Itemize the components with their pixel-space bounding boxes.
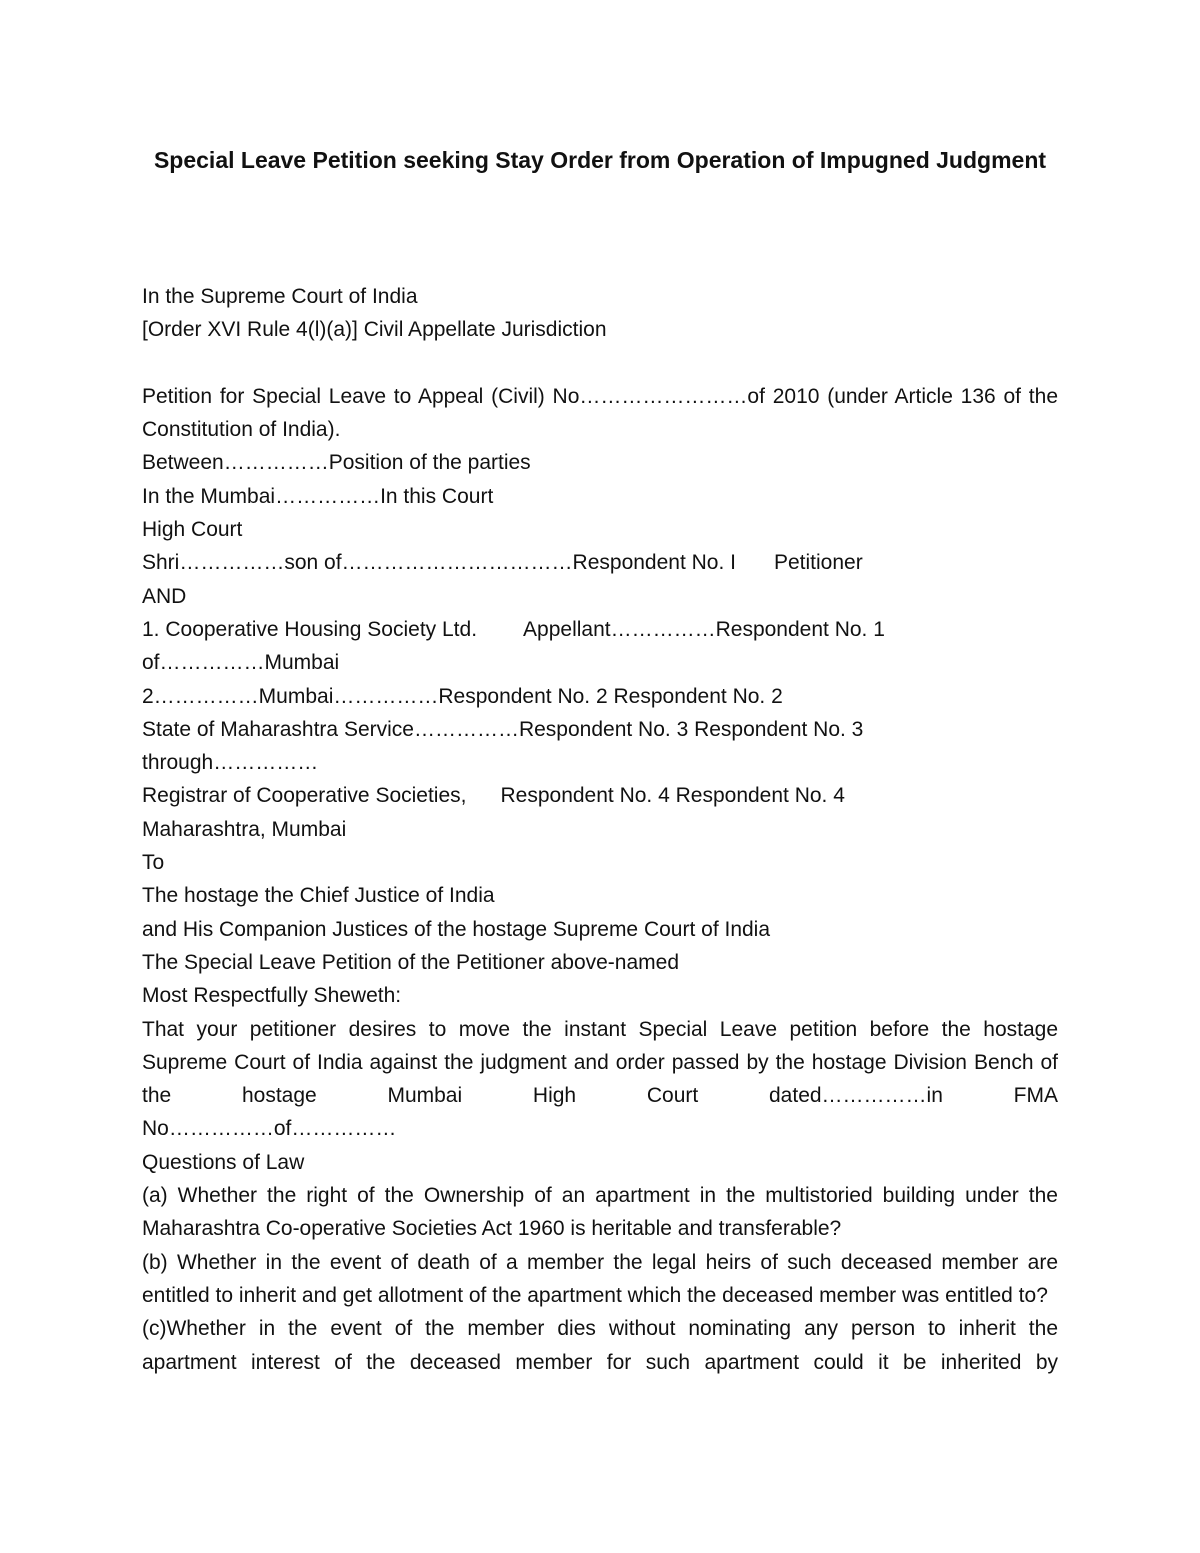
petitioner-role: Petitioner [774,551,863,575]
high-court-line: High Court [142,518,243,542]
petition-paragraph: That your petitioner desires to move the instant Special Leave petition before the hostage Supreme Court of India against the judgment and order passed by the hostage Division Bench of the hostage Mumbai High Court dated……………in FMA [142,1017,1058,1108]
respondent-4-line [142,779,1058,812]
court-name: In the Supreme Court of India [142,285,418,308]
address-line-1: The hostage the Chief Justice of India [142,884,495,908]
jurisdiction-line: [Order XVI Rule 4(l)(a)] Civil Appellate Jurisdiction [142,318,607,342]
petitioner-line [142,546,1058,579]
respondent-4-role: Respondent No. 4 Respondent No. 4 [500,784,845,808]
between-line: Between……………Position of the parties [142,451,531,475]
petitioner-name: Shri……………son of……………………………Respondent No. I [142,551,736,575]
address-line-3: The Special Leave Petition of the Petitioner above-named [142,950,680,974]
petition-number-line: Petition for Special Leave to Appeal (Civil) No……………………of 2010 (under Article 136 of the Constitution of India). [142,384,1058,442]
respondent-1-name: 1. Cooperative Housing Society Ltd. [142,617,478,641]
question-a: (a) Whether the right of the Ownership of an apartment in the multistoried building under the Maharashtra Co-operative Societies Act 1960 is heritable and transferable? [142,1184,1058,1241]
address-line-4: Most Respectfully Sheweth: [142,984,402,1008]
address-line-2: and His Companion Justices of the hostage Supreme Court of India [142,917,771,941]
document-title: Special Leave Petition seeking Stay Order from Operation of Impugned Judgment [153,147,1047,173]
respondent-3-through: through…………… [142,751,319,775]
document-body [142,280,1058,1379]
and-line: AND [142,584,187,608]
mumbai-line: In the Mumbai……………In this Court [142,484,494,508]
respondent-1-location: of……………Mumbai [142,651,340,675]
respondent-4-name: Registrar of Cooperative Societies, [142,784,467,808]
respondent-4-location: Maharashtra, Mumbai [142,817,347,841]
blank-line [142,347,1058,380]
question-c: (c)Whether in the event of the member dies without nominating any person to inherit the apartment interest of the deceased member for such apartment could it be inherited by [142,1317,1058,1374]
respondent-2-line: 2……………Mumbai……………Respondent No. 2 Respondent No. 2 [142,684,783,708]
question-b: (b) Whether in the event of death of a member the legal heirs of such deceased member are entitled to inherit and get allotment of the apartment which the deceased member was entitled to? [142,1250,1058,1307]
petition-paragraph-end: No……………of…………… [142,1117,397,1141]
respondent-1-line [142,613,1058,646]
address-to: To [142,851,165,875]
respondent-3-line: State of Maharashtra Service……………Respondent No. 3 Respondent No. 3 [142,717,864,741]
questions-heading: Questions of Law [142,1150,305,1174]
respondent-1-role: Appellant……………Respondent No. 1 [523,617,885,641]
